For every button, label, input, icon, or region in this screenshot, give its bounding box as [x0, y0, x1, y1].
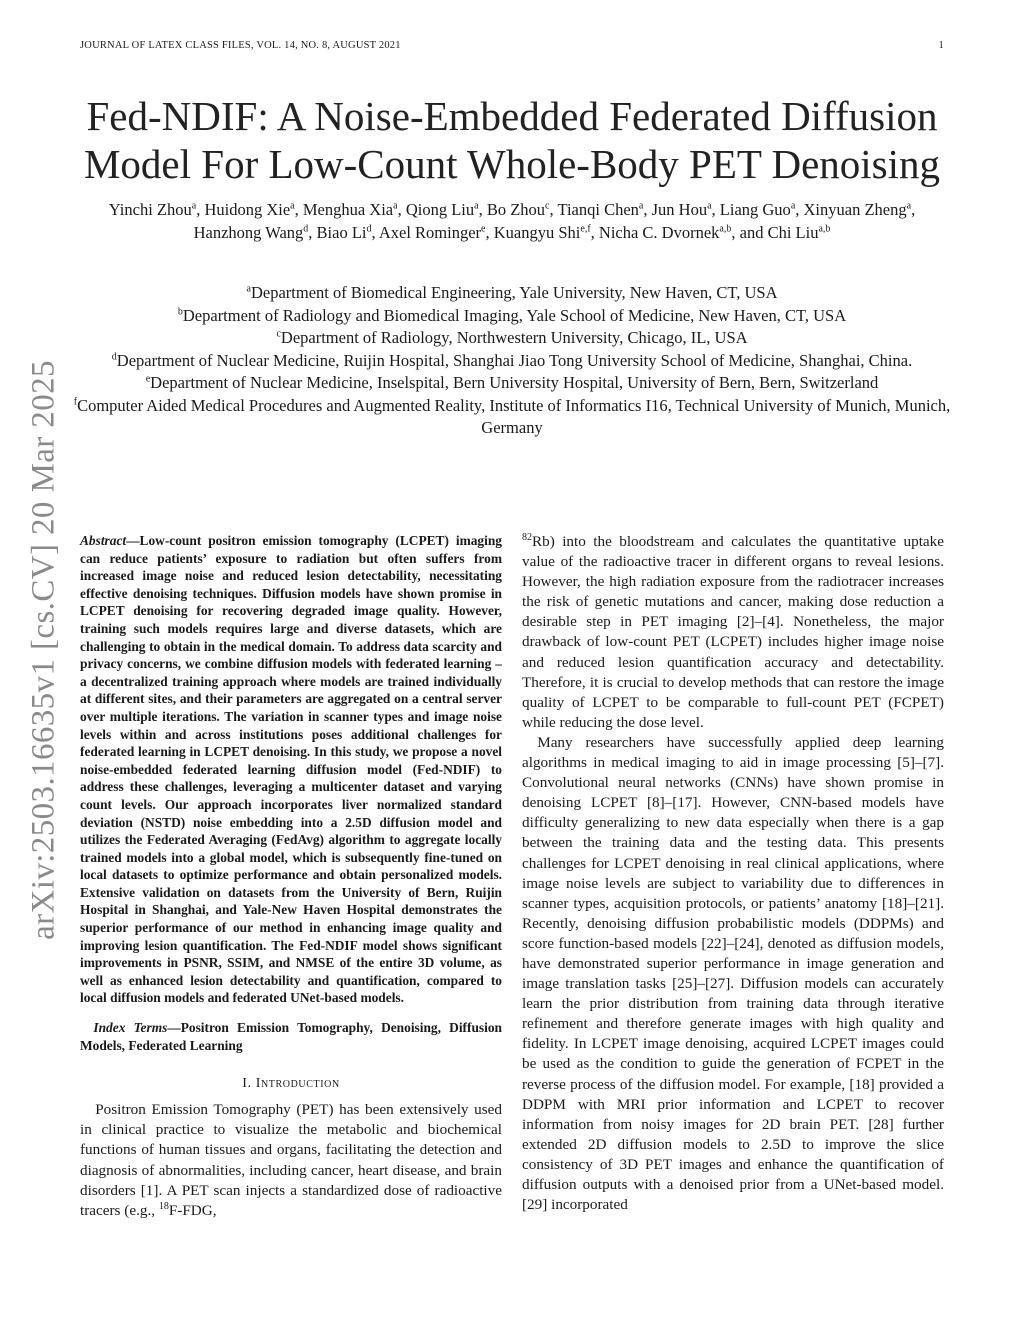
affiliation-key: e [145, 373, 151, 385]
affiliation-key: d [111, 351, 117, 362]
author: Bo Zhou [486, 200, 546, 219]
affiliation: $^a$Department of Biomedical Engineering, Yale University, New Haven, CT, USA [246, 283, 778, 302]
affiliation-key: c [276, 328, 281, 340]
left-column [80, 532, 502, 1221]
rb-isotope: 82 [522, 531, 532, 543]
author: Hanzhong Wang [193, 223, 304, 242]
author-affiliation: a [638, 200, 644, 212]
author: Axel Rominger [378, 223, 482, 242]
section-title: Introduction [255, 1076, 340, 1092]
page-number: 1 [938, 40, 944, 51]
author: Menghua Xia [302, 200, 394, 219]
author: Xinyuan Zheng [803, 200, 907, 219]
author-affiliation: d [303, 223, 309, 235]
affiliation-key: b [177, 306, 183, 317]
affiliation: $^c$Department of Radiology, Northwestern University, Chicago, IL, USA [276, 328, 748, 347]
abstract-label: Abstract [80, 533, 127, 548]
paper-title: Fed-NDIF: A Noise-Embedded Federated Diffusion Model For Low-Count Whole-Body PET Denoising [83, 93, 941, 187]
author: Liang Guo [719, 200, 791, 219]
abstract: Abstract—Low-count positron emission tomography (LCPET) imaging can reduce patients’ exposure to radiation but often suffers from increased image noise and reduced lesion detectability, necessitating effective denoising techniques. Diffusion models have shown promise in LCPET denoising for recovering degraded image quality. However, training such models requires large and diverse datasets, which are challenging to obtain in the medical domain. To address data scarcity and privacy concerns, we combine diffusion models with federated learning – a decentralized training approach where models are trained individually at different sites, and their parameters are aggregated on a central server over multiple iterations. The variation in scanner types and image noise levels within and across institutions poses additional challenges for federated learning in LCPET denoising. In this study, we propose a novel noise-embedded federated learning diffusion model (Fed-NDIF) to address these challenges, leveraging a multicenter dataset and varying count levels. Our approach incorporates liver normalized standard deviation (NSTD) noise embedding into a 2.5D diffusion model and utilizes the Federated Averaging (FedAvg) algorithm to aggregate locally trained models into a global model, which is subsequently fine-tuned on local datasets to optimize performance and obtain personalized models. Extensive validation on datasets from the University of Bern, Ruijin Hospital in Shanghai, and Yale-New Haven Hospital demonstrates the superior performance of our method in enhancing image quality and improving lesion quantification. The Fed-NDIF model shows significant improvements in PSNR, SSIM, and NMSE of the entire 3D volume, as well as enhanced lesion detectability and quantification, compared to local diffusion models and federated UNet-based models. [80, 533, 502, 1006]
affiliation: $^e$Department of Nuclear Medicine, Inselspital, Bern University Hospital, University of Bern, Bern, Switzerland [145, 373, 879, 392]
author-affiliation: a [474, 200, 479, 212]
affiliation-key: f [73, 396, 78, 407]
affiliation: $^d$Department of Nuclear Medicine, Ruijin Hospital, Shanghai Jiao Tong University School of Medicine, Shanghai, China. [111, 350, 913, 370]
section-heading [80, 1076, 502, 1092]
author: Tianqi Chen [557, 200, 639, 219]
author-affiliation: e [481, 223, 486, 235]
author-affiliation: a,b [818, 223, 831, 235]
paragraph [522, 733, 944, 1215]
affiliation: $^f$Computer Aided Medical Procedures and Augmented Reality, Institute of Informatics I16, Technical University of Munich, Munich, Germany [73, 395, 951, 437]
abstract-text: Low-count positron emission tomography (LCPET) imaging can reduce patients’ exposure to radiation but often suffers from increased image noise and reduced lesion detectability, necessitating effective denoising techniques. Diffusion models have shown promise in LCPET denoising for recovering degraded image quality. However, training such models requires large and diverse datasets, which are challenging to obtain in the medical domain. To address data scarcity and privacy concerns, we combine diffusion models with federated learning – a decentralized training approach where models are trained individually at different sites, and their parameters are aggregated on a central server over multiple iterations. The variation in scanner types and image noise levels within and across institutions poses additional challenges for federated learning in LCPET denoising. In this study, we propose a novel noise-embedded federated learning diffusion model (Fed-NDIF) to address these challenges, leveraging a multicenter dataset and varying count levels. Our approach incorporates liver normalized standard deviation (NSTD) noise embedding into a 2.5D diffusion model and utilizes the Federated Averaging (FedAvg) algorithm to aggregate locally trained models into a global model, which is subsequently fine-tuned on local datasets to optimize performance and obtain personalized models. Extensive validation on datasets from the University of Bern, Ruijin Hospital in Shanghai, and Yale-New Haven Hospital demonstrates the superior performance of our method in enhancing image quality and improving lesion quantification. The Fed-NDIF model shows significant improvements in PSNR, SSIM, and NMSE of the entire 3D volume, as well as enhanced lesion detectability and quantification, compared to local diffusion models and federated UNet-based models. [80, 533, 502, 1006]
author-affiliation: a [790, 200, 796, 212]
author: Huidong Xie [204, 200, 291, 219]
author-affiliation: a [290, 200, 295, 212]
intro-left-body [80, 1100, 502, 1221]
section-numeral: I. [242, 1076, 252, 1092]
author-affiliation: d [366, 223, 372, 235]
author-affiliation: a [191, 200, 197, 212]
author: Yinchi Zhou [108, 200, 192, 219]
author: Qiong Liu [405, 200, 475, 219]
intro-left-text: Positron Emission Tomography (PET) has been extensively used in clinical practice to visualize the metabolic and biochemical functions of human tissues and organs, facilitating the detection and diagnosis of abnormalities, including cancer, heart disease, and brain disorders [1]. A PET scan injects a standardized dose of radioactive tracers (e.g., [80, 1101, 502, 1219]
paragraph [522, 532, 944, 733]
author: Jun Hou [651, 200, 708, 219]
tracer-name: F-FDG, [168, 1201, 217, 1219]
tracer-isotope: 18 [158, 1200, 169, 1212]
index-terms: Index Terms—Positron Emission Tomography, Denoising, Diffusion Models, Federated Learning [80, 1020, 503, 1053]
author-affiliation: a [906, 200, 912, 212]
running-header [80, 40, 944, 56]
affiliation-list [70, 282, 954, 440]
author: Kuangyu Shi [493, 223, 581, 242]
arxiv-stamp [16, 350, 72, 950]
affiliation: $^b$Department of Radiology and Biomedical Imaging, Yale School of Medicine, New Haven, CT, USA [177, 305, 847, 325]
journal-header: JOURNAL OF LATEX CLASS FILES, VOL. 14, NO. 8, AUGUST 2021 [80, 40, 401, 51]
index-terms-label: Index Terms [93, 1020, 168, 1036]
author-affiliation: a [707, 200, 712, 212]
author: Chi Liu [767, 223, 819, 242]
paragraph [80, 1100, 502, 1221]
intro-right-p1: Rb) into the bloodstream and calculates the quantitative uptake value of the radioactive tracer in different organs to reveal lesions. However, the high radiation exposure from the radiotracer increases the risk of genetic mutations and cancer, making dose reduction a desirable step in PET imaging [2]–[4]. Nonetheless, the major drawback of low-count PET (LCPET) includes higher image noise and reduced lesion quantification accuracy and detectability. Therefore, it is crucial to develop methods that can restore the image quality of LCPET to be comparable to full-count PET (FCPET) while reducing the dose level. [522, 533, 944, 731]
arxiv-stamp-text: arXiv:2503.16635v1 [cs.CV] 20 Mar 2025 [25, 360, 62, 940]
affiliation-key: a [246, 283, 251, 295]
author-affiliation: a,b [719, 223, 732, 235]
author-affiliation: a [393, 200, 398, 212]
author-affiliation: e,f [580, 223, 591, 235]
right-column [522, 532, 944, 1215]
author-affiliation: c [545, 200, 550, 212]
author: Nicha C. Dvornek [598, 223, 720, 242]
author-list: Yinchi Zhou$^a$, Huidong Xie$^a$, Menghua Xia$^a$, Qiong Liu$^a$, Bo Zhou$^c$, Tianqi Chen$^a$, Jun Hou$^a$, Liang Guo$^a$, Xinyuan Zheng$^a$, Hanzhong Wang$^d$, Biao Li$^d$, Axel Rominger$^e$, Kuangyu Shi$^{e,f}$, Nicha C. Dvornek$^{a,b}$, and Chi Liu$^{a,b}$ [108, 200, 916, 242]
index-terms-text: Positron Emission Tomography, Denoising, Diffusion Models, Federated Learning [80, 1020, 503, 1053]
intro-right-p2: Many researchers have successfully applied deep learning algorithms in medical imaging to aid in image processing [5]–[7]. Convolutional neural networks (CNNs) have shown promise in denoising LCPET [8]–[17]. However, CNN-based models have difficulty generalizing to new data especially when there is a gap between the training data and the testing data. This presents challenges for LCPET denoising in real clinical applications, where image noise levels are subject to variability due to differences in scanner types, acquisition protocols, or patients’ anatomy [18]–[21]. Recently, denoising diffusion probabilistic models (DDPMs) and score function-based models [22]–[24], denoted as diffusion models, have demonstrated superior performance in image generation and image translation tasks [25]–[27]. Diffusion models can accurately learn the prior distribution from training data through iterative refinement and therefore generate images with high quality and fidelity. In LCPET image denoising, acquired LCPET images could be used as the condition to guide the generation of FCPET in the reverse process of the diffusion model. For example, [18] provided a DDPM with MRI prior information and LCPET to recover information from noisy images for 2D brain PET. [28] further extended 2D diffusion models to 2.5D to improve the slice consistency of 3D PET images and enhance the quantification of diffusion outputs with a denoised prior from a UNet-based model. [29] incorporated [522, 733, 944, 1214]
author: Biao Li [316, 223, 367, 242]
intro-right-body [522, 532, 944, 1215]
